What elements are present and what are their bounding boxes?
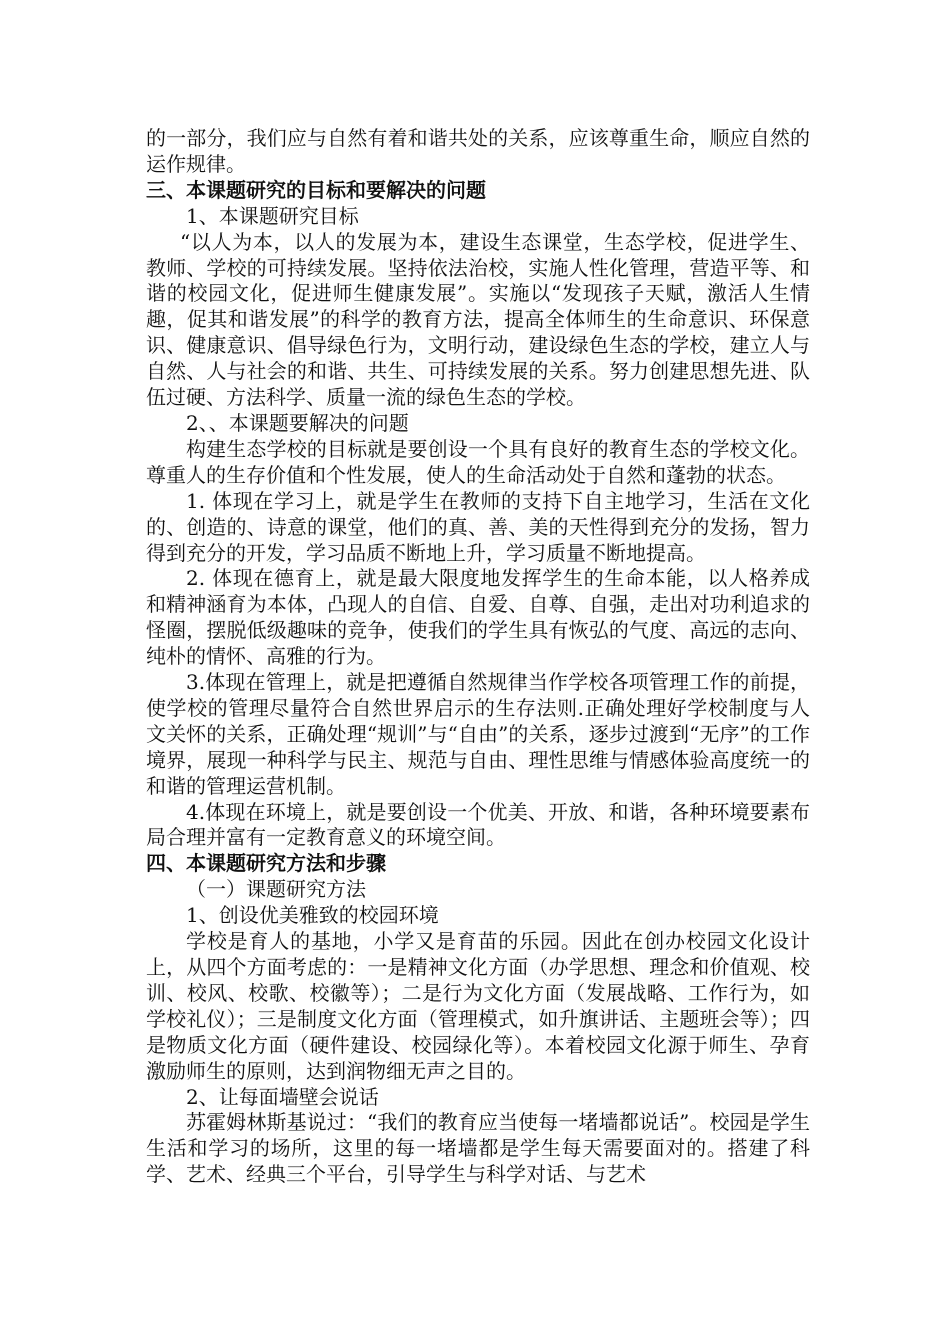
subheading-methods: （一）课题研究方法 <box>186 877 366 902</box>
paragraph-continuation: 的一部分，我们应与自然有着和谐共处的关系，应该尊重生命，顺应自然的运作规律。 <box>146 126 810 176</box>
section-heading-3: 三、本课题研究的目标和要解决的问题 <box>146 177 486 202</box>
paragraph-campus: 学校是育人的基地，小学又是育苗的乐园。因此在创办校园文化设计上，从四个方面考虑的：一是精神文化方面（办学思想、理念和价值观、校训、校风、校歌、校徽等）；二是行为文化方面（发展战略、工作行为，如学校礼仪）；三是制度文化方面（管理模式，如升旗讲话、主题班会等）；四是物质文化方面（硬件建设、校园绿化等）。本着校园文化源于师生、孕育激励师生的原则，达到润物细无声之目的。 <box>146 929 810 1083</box>
section-heading-4: 四、本课题研究方法和步骤 <box>146 851 386 876</box>
paragraph-walls: 苏霍姆林斯基说过：“我们的教育应当使每一堵墙都说话”。校园是学生生活和学习的场所，这里的每一堵墙都是学生每天需要面对的。搭建了科学、艺术、经典三个平台，引导学生与科学对话、与艺术 <box>146 1110 810 1187</box>
subheading-goal: 1、本课题研究目标 <box>186 203 359 228</box>
paragraph-problems-intro: 构建生态学校的目标就是要创设一个具有良好的教育生态的学校文化。尊重人的生存价值和个性发展，使人的生命活动处于自然和蓬勃的状态。 <box>146 436 810 487</box>
paragraph-management: 3.体现在管理上，就是把遵循自然规律当作学校各项管理工作的前提，使学校的管理尽量符合自然世界启示的生存法则.正确处理好学校制度与人文关怀的关系，正确处理“规训”与“自由”的关系，逐步过渡到“无序”的工作境界，展现一种科学与民主、规范与自由、理性思维与情感体验高度统一的和谐的管理运营机制。 <box>146 670 810 798</box>
paragraph-goal: “以人为本，以人的发展为本，建设生态课堂，生态学校，促进学生、教师、学校的可持续发展。坚持依法治校，实施人性化管理，营造平等、和谐的校园文化，促进师生健康发展”。实施以“发现孩子天赋，激活人生情趣，促其和谐发展”的科学的教育方法，提高全体师生的生命意识、环保意识、健康意识、倡导绿色行为，文明行动，建设绿色生态的学校，建立人与自然、人与社会的和谐、共生、可持续发展的关系。努力创建思想先进、队伍过硬、方法科学、质量一流的绿色生态的学校。 <box>146 229 810 410</box>
subheading-walls: 2、让每面墙壁会说话 <box>186 1084 379 1109</box>
paragraph-learning: 1. 体现在学习上，就是学生在教师的支持下自主地学习，生活在文化的、创造的、诗意的课堂，他们的真、善、美的天性得到充分的发扬，智力得到充分的开发，学习品质不断地上升，学习质量不断地提高。 <box>146 488 810 565</box>
subheading-problems: 2、、本课题要解决的问题 <box>186 410 409 435</box>
subheading-campus: 1、创设优美雅致的校园环境 <box>186 903 439 928</box>
paragraph-moral: 2. 体现在德育上，就是最大限度地发挥学生的生命本能，以人格养成和精神涵育为本体，凸现人的自信、自爱、自尊、自强，走出对功利追求的怪圈，摆脱低级趣味的竞争，使我们的学生具有恢弘的气度、高远的志向、纯朴的情怀、高雅的行为。 <box>146 566 810 669</box>
paragraph-environment: 4.体现在环境上，就是要创设一个优美、开放、和谐，各种环境要素布局合理并富有一定教育意义的环境空间。 <box>146 799 810 850</box>
document-page <box>146 126 810 1188</box>
